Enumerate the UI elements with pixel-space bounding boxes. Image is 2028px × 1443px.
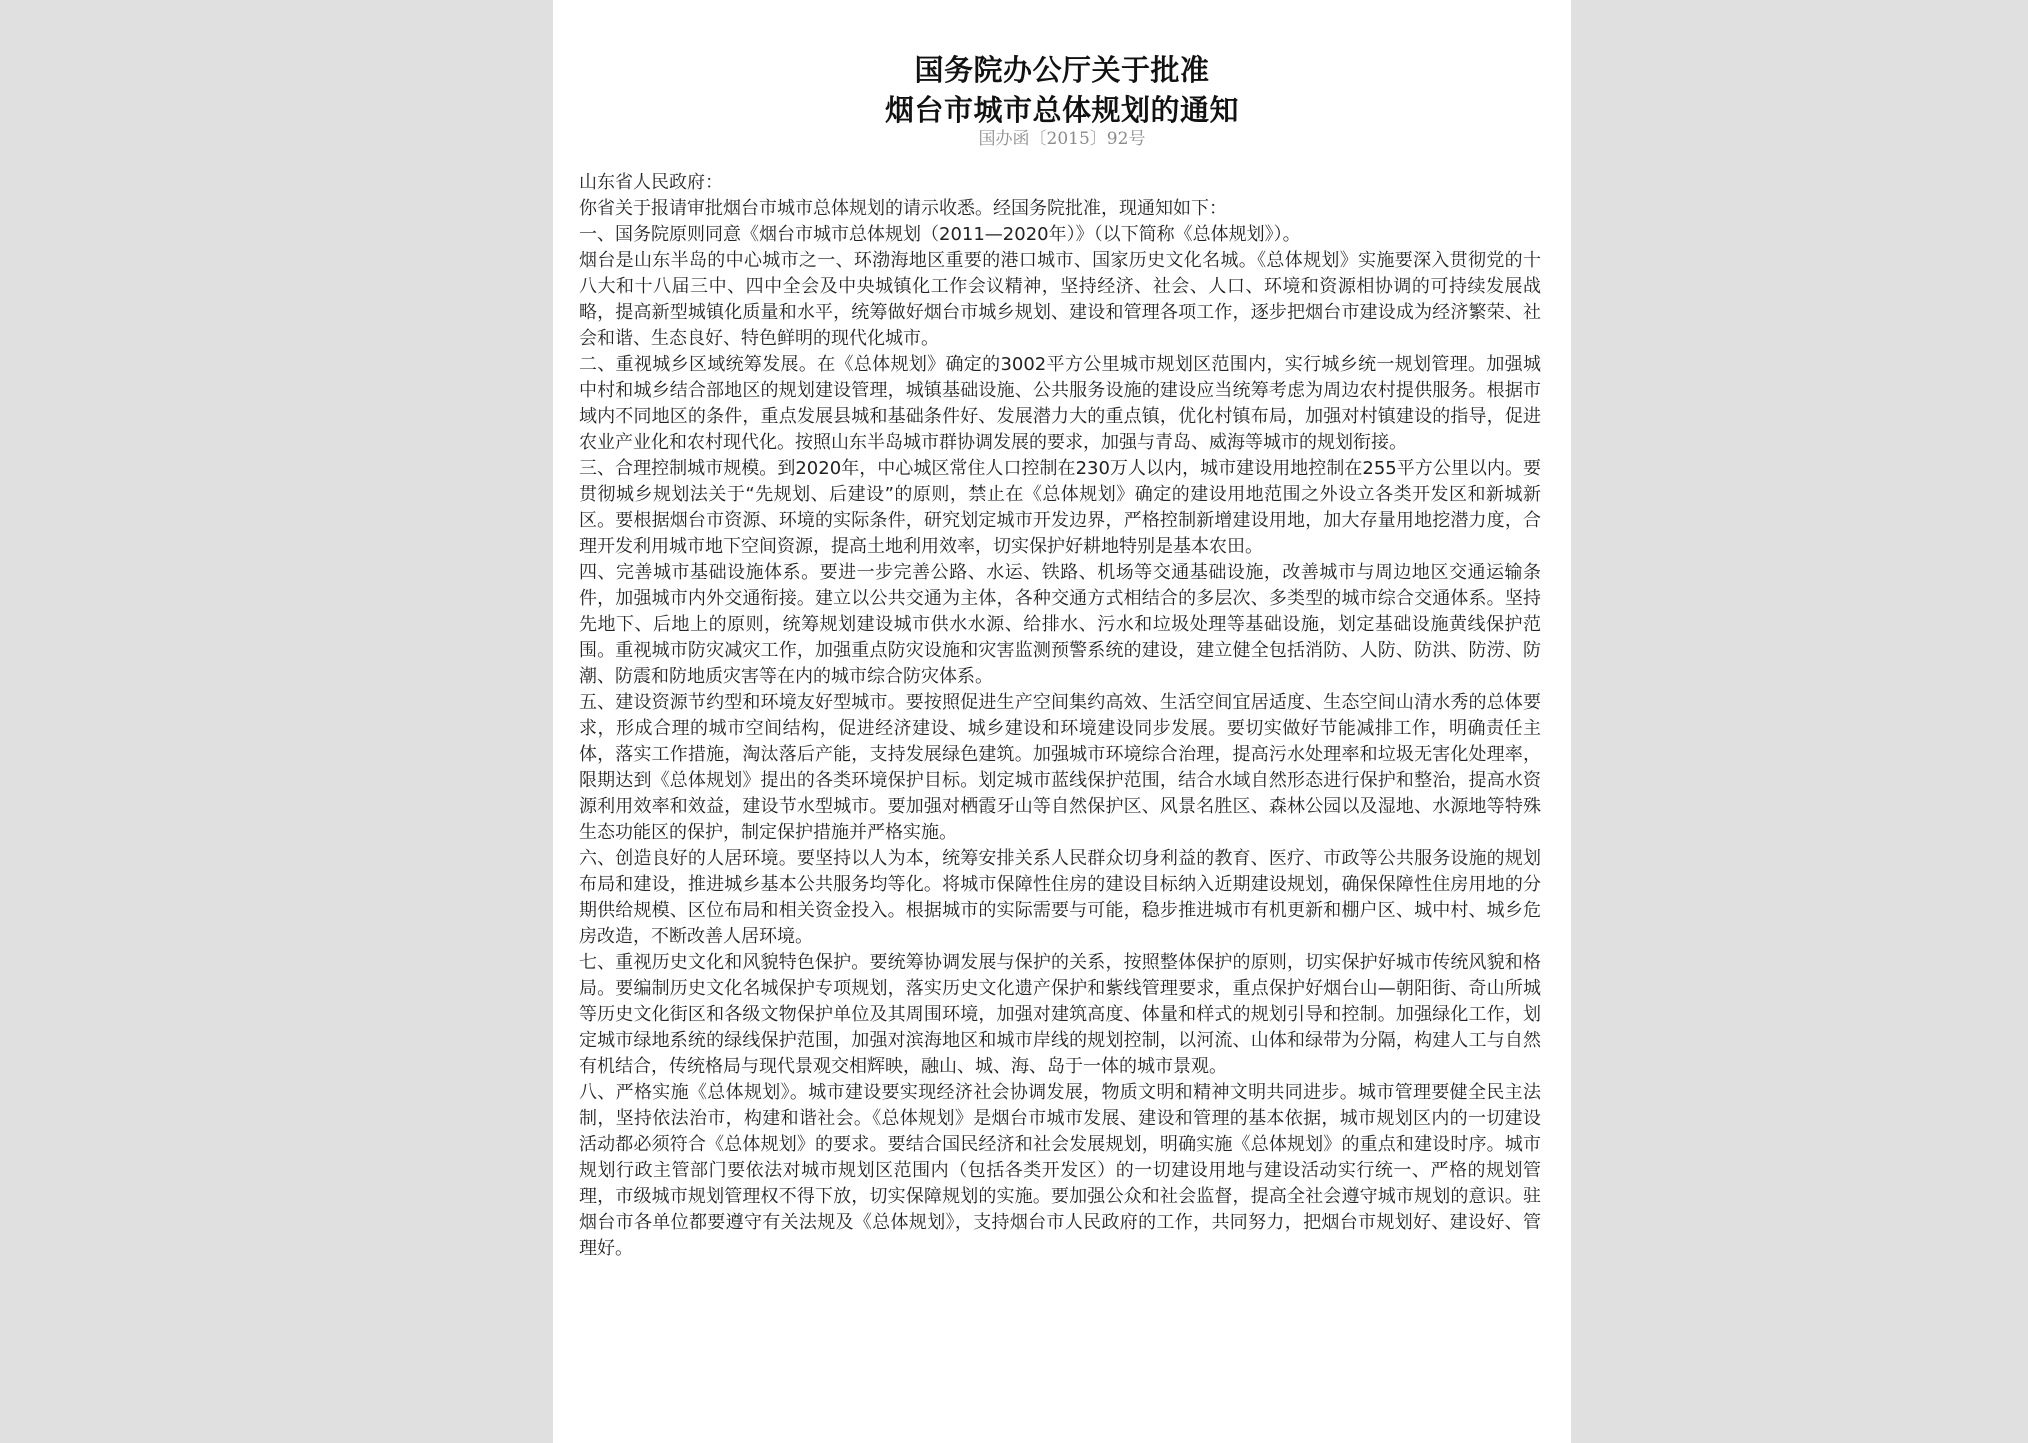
paragraph-intro: 你省关于报请审批烟台市城市总体规划的请示收悉。经国务院批准，现通知如下： <box>579 198 1227 219</box>
document-title-line2: 烟台市城市总体规划的通知 <box>884 93 1239 127</box>
paragraph-3: 三、合理控制城市规模。到2020年，中心城区常住人口控制在230万人以内，城市建设用地控制在255平方公里以内。要贯彻城乡规划法关于“先规划、后建设”的原则，禁止在《总体规划》确定的建设用地范围之外设立各类开发区和新城新区。要根据烟台市资源、环境的实际条件，研究划定城市开发边界，严格控制新增建设用地，加大存量用地挖潜力度，合理开发利用城市地下空间资源，提高土地利用效率，切实保护好耕地特别是基本农田。 <box>579 458 1541 557</box>
paragraph-6: 六、创造良好的人居环境。要坚持以人为本，统筹安排关系人民群众切身利益的教育、医疗、市政等公共服务设施的规划布局和建设，推进城乡基本公共服务均等化。将城市保障性住房的建设目标纳入近期建设规划，确保保障性住房用地的分期供给规模、区位布局和相关资金投入。根据城市的实际需要与可能，稳步推进城市有机更新和棚户区、城中村、城乡危房改造，不断改善人居环境。 <box>579 848 1541 947</box>
paragraph-5: 五、建设资源节约型和环境友好型城市。要按照促进生产空间集约高效、生活空间宜居适度、生态空间山清水秀的总体要求，形成合理的城市空间结构，促进经济建设、城乡建设和环境建设同步发展。要切实做好节能减排工作，明确责任主体，落实工作措施，淘汰落后产能，支持发展绿色建筑。加强城市环境综合治理，提高污水处理率和垃圾无害化处理率，限期达到《总体规划》提出的各类环境保护目标。划定城市蓝线保护范围，结合水域自然形态进行保护和整治，提高水资源利用效率和效益，建设节水型城市。要加强对栖霞牙山等自然保护区、风景名胜区、森林公园以及湿地、水源地等特殊生态功能区的保护，制定保护措施并严格实施。 <box>579 692 1541 843</box>
addressee: 山东省人民政府： <box>579 172 723 193</box>
paragraph-8: 八、严格实施《总体规划》。城市建设要实现经济社会协调发展，物质文明和精神文明共同进步。城市管理要健全民主法制，坚持依法治市，构建和谐社会。《总体规划》是烟台市城市发展、建设和管理的基本依据，城市规划区内的一切建设活动都必须符合《总体规划》的要求。要结合国民经济和社会发展规划，明确实施《总体规划》的重点和建设时序。城市规划行政主管部门要依法对城市规划区范围内（包括各类开发区）的一切建设用地与建设活动实行统一、严格的规划管理，市级城市规划管理权不得下放，切实保障规划的实施。要加强公众和社会监督，提高全社会遵守城市规划的意识。驻烟台市各单位都要遵守有关法规及《总体规划》，支持烟台市人民政府的工作，共同努力，把烟台市规划好、建设好、管理好。 <box>579 1082 1541 1259</box>
document-number: 国办函〔2015〕92号 <box>978 129 1146 149</box>
paragraph-7: 七、重视历史文化和风貌特色保护。要统筹协调发展与保护的关系，按照整体保护的原则，切实保护好城市传统风貌和格局。要编制历史文化名城保护专项规划，落实历史文化遗产保护和紫线管理要求，重点保护好烟台山—朝阳街、奇山所城等历史文化街区和各级文物保护单位及其周围环境，加强对建筑高度、体量和样式的规划引导和控制。加强绿化工作，划定城市绿地系统的绿线保护范围，加强对滨海地区和城市岸线的规划控制，以河流、山体和绿带为分隔，构建人工与自然有机结合，传统格局与现代景观交相辉映，融山、城、海、岛于一体的城市景观。 <box>579 952 1541 1077</box>
paragraph-1-detail: 烟台是山东半岛的中心城市之一、环渤海地区重要的港口城市、国家历史文化名城。《总体规划》实施要深入贯彻党的十八大和十八届三中、四中全会及中央城镇化工作会议精神，坚持经济、社会、人口、环境和资源相协调的可持续发展战略，提高新型城镇化质量和水平，统筹做好烟台市城乡规划、建设和管理各项工作，逐步把烟台市建设成为经济繁荣、社会和谐、生态良好、特色鲜明的现代化城市。 <box>579 250 1541 349</box>
document-title-line1: 国务院办公厅关于批准 <box>914 53 1210 87</box>
paragraph-1: 一、国务院原则同意《烟台市城市总体规划（2011—2020年）》（以下简称《总体规划》）。 <box>579 224 1301 245</box>
document-page <box>553 0 1571 1443</box>
paragraph-2: 二、重视城乡区域统筹发展。在《总体规划》确定的3002平方公里城市规划区范围内，实行城乡统一规划管理。加强城中村和城乡结合部地区的规划建设管理，城镇基础设施、公共服务设施的建设应当统筹考虑为周边农村提供服务。根据市域内不同地区的条件，重点发展县城和基础条件好、发展潜力大的重点镇，优化村镇布局，加强对村镇建设的指导，促进农业产业化和农村现代化。按照山东半岛城市群协调发展的要求，加强与青岛、威海等城市的规划衔接。 <box>579 354 1541 453</box>
paragraph-4: 四、完善城市基础设施体系。要进一步完善公路、水运、铁路、机场等交通基础设施，改善城市与周边地区交通运输条件，加强城市内外交通衔接。建立以公共交通为主体，各种交通方式相结合的多层次、多类型的城市综合交通体系。坚持先地下、后地上的原则，统筹规划建设城市供水水源、给排水、污水和垃圾处理等基础设施，划定基础设施黄线保护范围。重视城市防灾减灾工作，加强重点防灾设施和灾害监测预警系统的建设，建立健全包括消防、人防、防洪、防涝、防潮、防震和防地质灾害等在内的城市综合防灾体系。 <box>579 562 1541 687</box>
document-body <box>579 170 1541 1262</box>
